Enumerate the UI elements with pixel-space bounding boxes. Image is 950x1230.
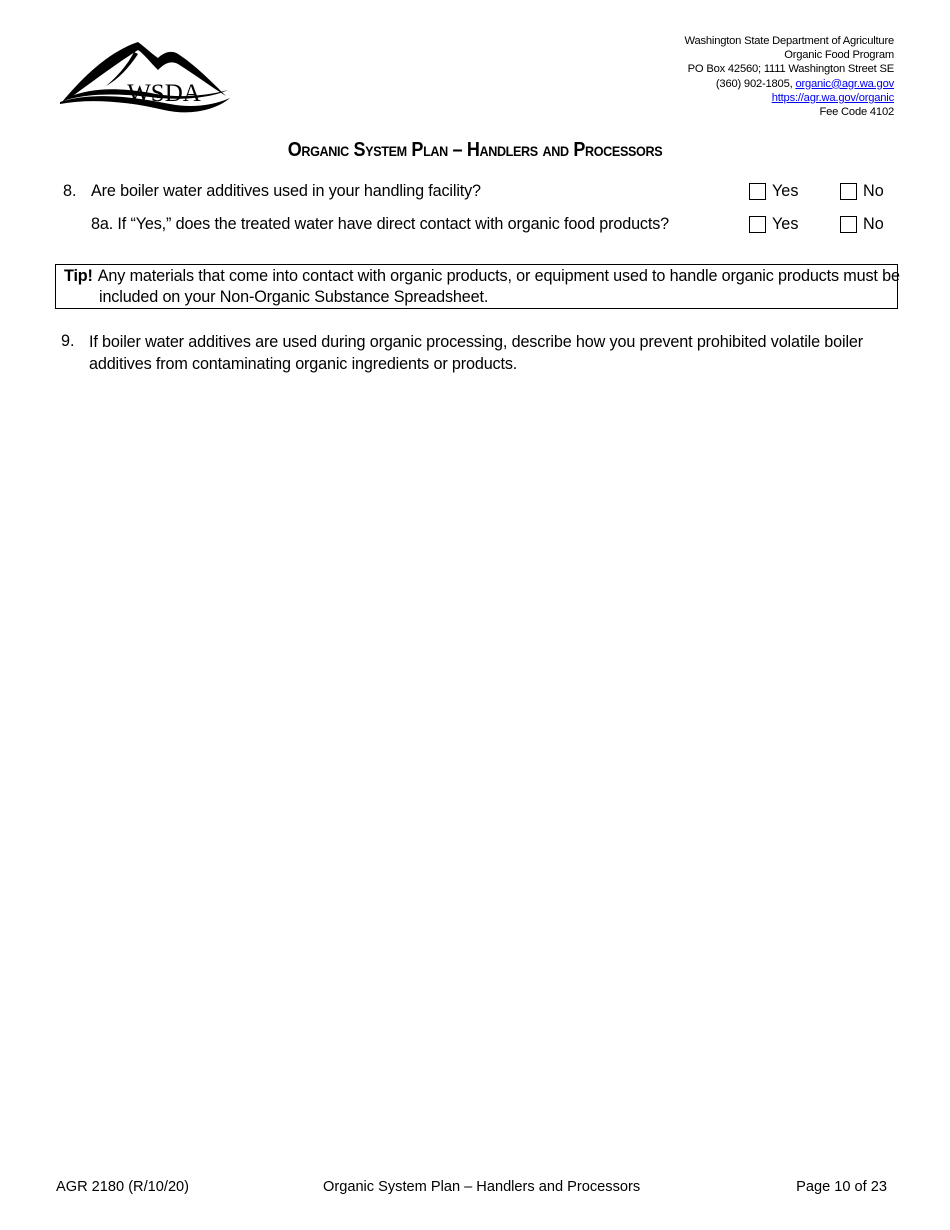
tip-line-1 bbox=[64, 267, 900, 286]
mailing-address: PO Box 42560; 1111 Washington Street SE bbox=[687, 63, 894, 76]
question-8-text: Are boiler water additives used in your handling facility? bbox=[91, 182, 481, 200]
question-8-yes-checkbox[interactable] bbox=[749, 182, 798, 201]
logo-text: WSDA bbox=[127, 80, 201, 107]
question-9-text: If boiler water additives are used during organic processing, describe how you prevent prohibited volatile boiler additives from contaminating organic ingredients or products. bbox=[89, 333, 863, 373]
question-8a-row bbox=[91, 215, 669, 234]
question-8a-no-checkbox[interactable] bbox=[840, 215, 884, 234]
footer-form-id: AGR 2180 (R/10/20) bbox=[56, 1179, 190, 1195]
phone-email-line bbox=[685, 77, 894, 91]
tip-label: Tip! bbox=[64, 267, 93, 285]
checkbox-square[interactable] bbox=[749, 183, 766, 200]
tip-text-1: Any materials that come into contact with organic products, or equipment used to handle organic products must be bbox=[97, 267, 900, 285]
website-link[interactable]: https://agr.wa.gov/organic bbox=[771, 91, 894, 104]
yes-label: Yes bbox=[772, 215, 799, 233]
phone-number: (360) 902-1805, bbox=[715, 77, 793, 90]
agency-contact-block bbox=[685, 34, 894, 119]
no-label: No bbox=[863, 215, 884, 233]
wsda-logo bbox=[60, 38, 232, 114]
question-9-number: 9. bbox=[61, 332, 75, 350]
checkbox-square[interactable] bbox=[840, 216, 857, 233]
tip-box bbox=[55, 264, 898, 309]
question-8a-text: If “Yes,” does the treated water have direct contact with organic food products? bbox=[117, 215, 670, 233]
question-8-no-checkbox[interactable] bbox=[840, 182, 884, 201]
fee-code: Fee Code 4102 bbox=[819, 106, 894, 119]
checkbox-square[interactable] bbox=[749, 216, 766, 233]
footer-doc-name: Organic System Plan – Handlers and Processors bbox=[323, 1179, 641, 1195]
email-link[interactable]: organic@agr.wa.gov bbox=[795, 77, 894, 90]
agency-name: Washington State Department of Agriculture bbox=[684, 35, 894, 47]
question-8a-yes-checkbox[interactable] bbox=[749, 215, 798, 234]
footer-page-number: Page 10 of 23 bbox=[796, 1179, 887, 1195]
checkbox-square[interactable] bbox=[840, 183, 857, 200]
program-name: Organic Food Program bbox=[784, 49, 894, 62]
tip-text-2: included on your Non-Organic Substance Spreadsheet. bbox=[99, 288, 489, 306]
yes-label: Yes bbox=[772, 182, 799, 200]
no-label: No bbox=[863, 182, 884, 200]
question-8-number: 8. bbox=[63, 182, 77, 200]
wsda-logo-graphic bbox=[60, 38, 232, 114]
page-title: Organic System Plan – Handlers and Processors bbox=[287, 139, 663, 161]
question-8a-number: 8a. bbox=[91, 215, 114, 233]
